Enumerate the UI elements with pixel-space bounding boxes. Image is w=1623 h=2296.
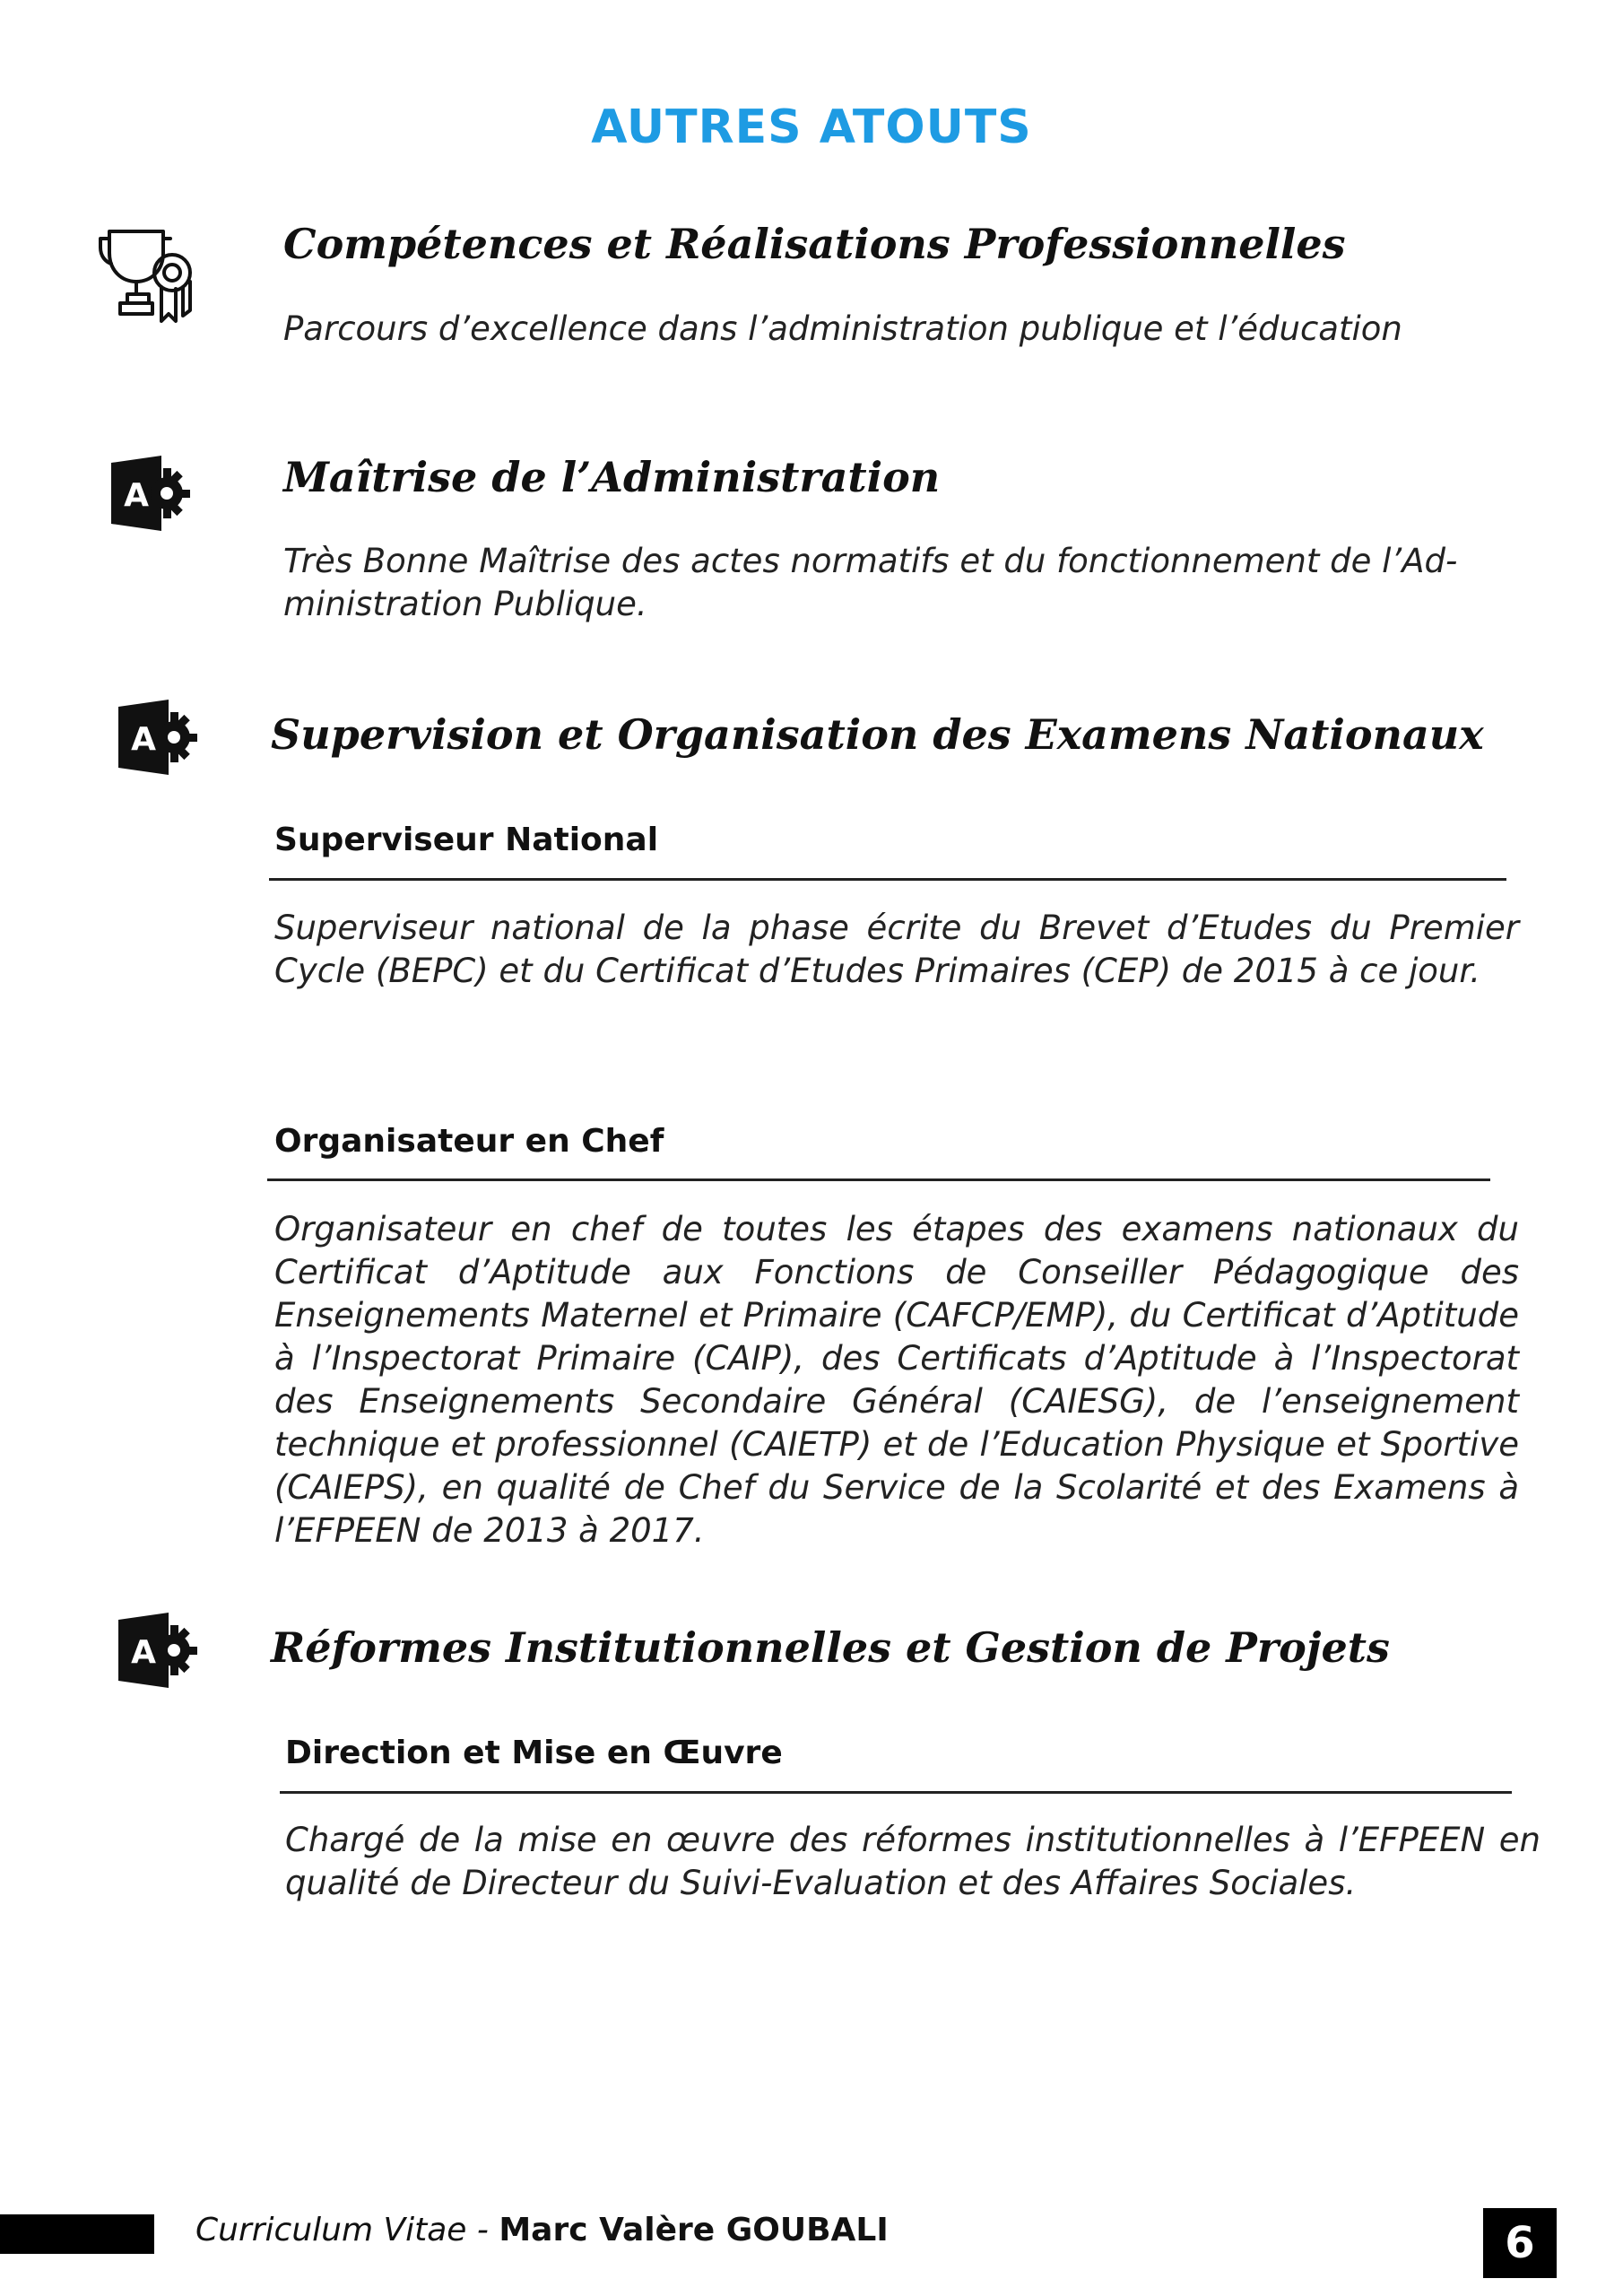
section-heading: Supervision et Organisation des Examens Nationaux [271, 710, 1484, 759]
trophy-award-icon [97, 226, 201, 326]
admin-settings-icon [118, 1613, 199, 1688]
page-number: 6 [1483, 2208, 1557, 2278]
divider [280, 1791, 1512, 1794]
admin-settings-icon [111, 456, 192, 531]
section-text-line-1: Très Bonne Maîtrise des actes normatifs et du fonctionnement de l’Ad- [283, 542, 1458, 580]
section-text: Parcours d’excellence dans l’administration publique et l’éducation [283, 309, 1402, 348]
footer-name: Marc Valère GOUBALI [499, 2212, 889, 2248]
footer [195, 2212, 889, 2248]
section-text: Organisateur en chef de toutes les étapes des examens nationaux du Certificat d’Aptitude aux Fonctions de Conseiller Pédagogique des Enseignements Maternel et Primaire (CAFCP/EMP), du Certificat d’Aptitude à l’Inspectorat Primaire (CAIP), des Certificats d’Aptitude à l’Inspectorat des Enseignements Secondaire Général (CAIESG), de l’enseignement technique et professionnel (CAIETP) et de l’Education Physique et Sportive (CAIEPS), en qualité de Chef du Service de la Scolarité et des Examens à l’EFPEEN de 2013 à 2017. [274, 1210, 1519, 1550]
section-text: Chargé de la mise en œuvre des réformes institutionnelles à l’EFPEEN en qualité de Directeur du Suivi-Evaluation et des Affaires Sociales. [285, 1821, 1541, 1902]
footer-label: Curriculum Vitae - [195, 2212, 499, 2248]
footer-bar [0, 2214, 154, 2254]
section-text-line-2: ministration Publique. [283, 585, 647, 623]
section-heading: Maîtrise de l’Administration [283, 453, 941, 501]
sub-heading: Direction et Mise en Œuvre [285, 1735, 783, 1771]
divider [269, 878, 1506, 881]
admin-settings-icon [118, 700, 199, 775]
svg-text:A: A [131, 721, 156, 758]
sub-heading: Organisateur en Chef [274, 1123, 664, 1160]
section-text: Superviseur national de la phase écrite du Brevet d’Etudes du Premier Cycle (BEPC) et du Certificat d’Etudes Primaires (CEP) de 2015 à ce jour. [274, 909, 1519, 990]
sub-heading: Superviseur National [274, 822, 659, 858]
divider [267, 1178, 1490, 1181]
section-heading: Compétences et Réalisations Professionnelles [283, 220, 1346, 268]
page-title: AUTRES ATOUTS [591, 100, 1032, 154]
svg-text:A: A [124, 477, 149, 514]
section-heading: Réformes Institutionnelles et Gestion de Projets [271, 1623, 1390, 1672]
svg-text:A: A [131, 1634, 156, 1671]
